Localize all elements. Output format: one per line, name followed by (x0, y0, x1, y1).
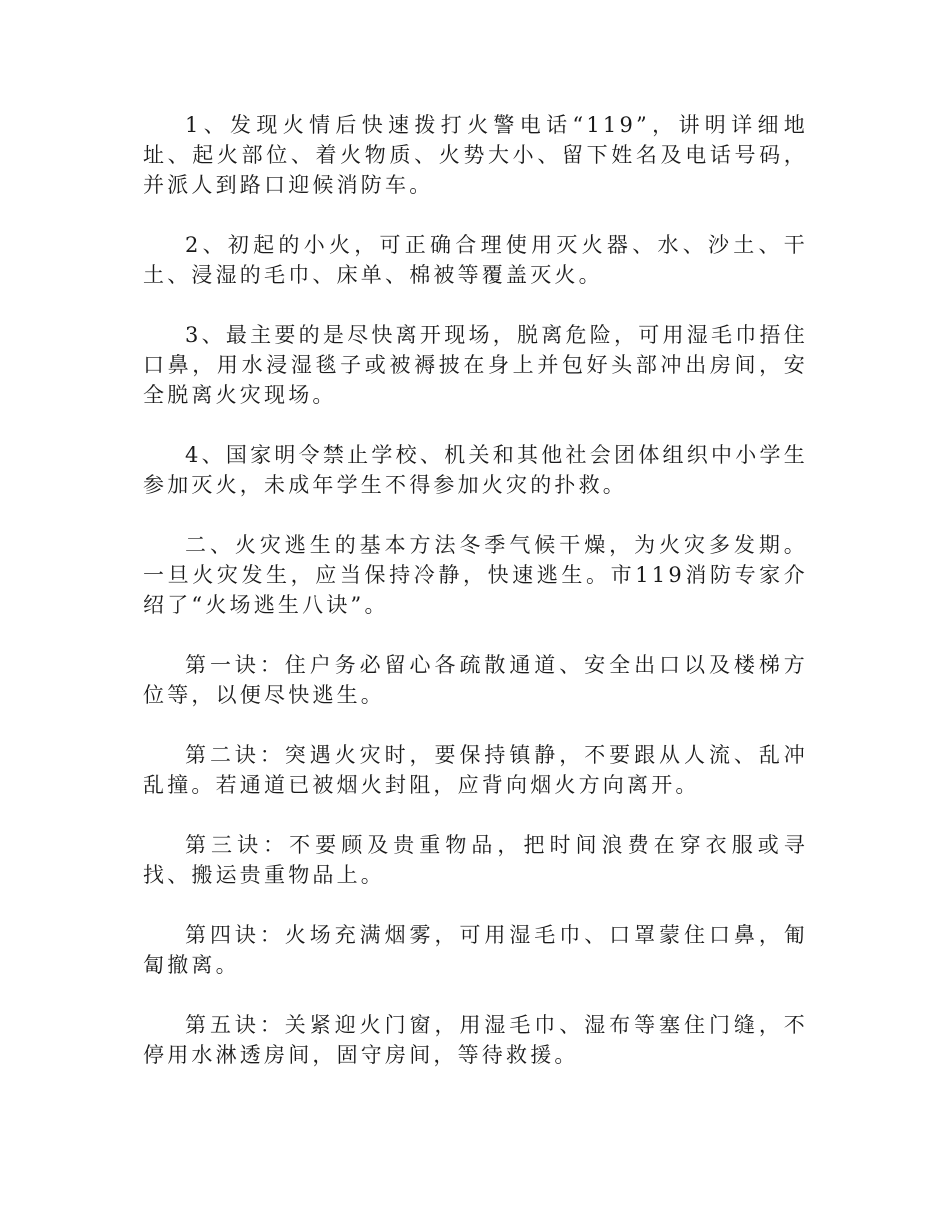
paragraph-3: 3、最主要的是尽快离开现场，脱离危险，可用湿毛巾捂住口鼻，用水浸湿毯子或被褥披在身上并包好头部冲出房间，安全脱离火灾现场。 (143, 323, 808, 407)
paragraph-6: 第一诀：住户务必留心各疏散通道、安全出口以及楼梯方位等，以便尽快逃生。 (143, 653, 808, 707)
paragraph-4: 4、国家明令禁止学校、机关和其他社会团体组织中小学生参加灭火，未成年学生不得参加火灾的扑救。 (143, 443, 808, 497)
paragraph-2: 2、初起的小火，可正确合理使用灭火器、水、沙土、干土、浸湿的毛巾、床单、棉被等覆盖灭火。 (143, 233, 808, 287)
document-body (143, 110, 808, 1100)
paragraph-8: 第三诀：不要顾及贵重物品，把时间浪费在穿衣服或寻找、搬运贵重物品上。 (143, 833, 808, 887)
paragraph-9: 第四诀：火场充满烟雾，可用湿毛巾、口罩蒙住口鼻，匍匐撤离。 (143, 923, 808, 977)
paragraph-1: 1、发现火情后快速拨打火警电话“119”，讲明详细地址、起火部位、着火物质、火势大小、留下姓名及电话号码，并派人到路口迎候消防车。 (143, 113, 808, 197)
paragraph-10: 第五诀：关紧迎火门窗，用湿毛巾、湿布等塞住门缝，不停用水淋透房间，固守房间，等待救援。 (143, 1013, 808, 1067)
paragraph-5: 二、火灾逃生的基本方法冬季气候干燥，为火灾多发期。一旦火灾发生，应当保持冷静，快速逃生。市119消防专家介绍了“火场逃生八诀”。 (143, 533, 808, 617)
paragraph-7: 第二诀：突遇火灾时，要保持镇静，不要跟从人流、乱冲乱撞。若通道已被烟火封阻，应背向烟火方向离开。 (143, 743, 808, 797)
